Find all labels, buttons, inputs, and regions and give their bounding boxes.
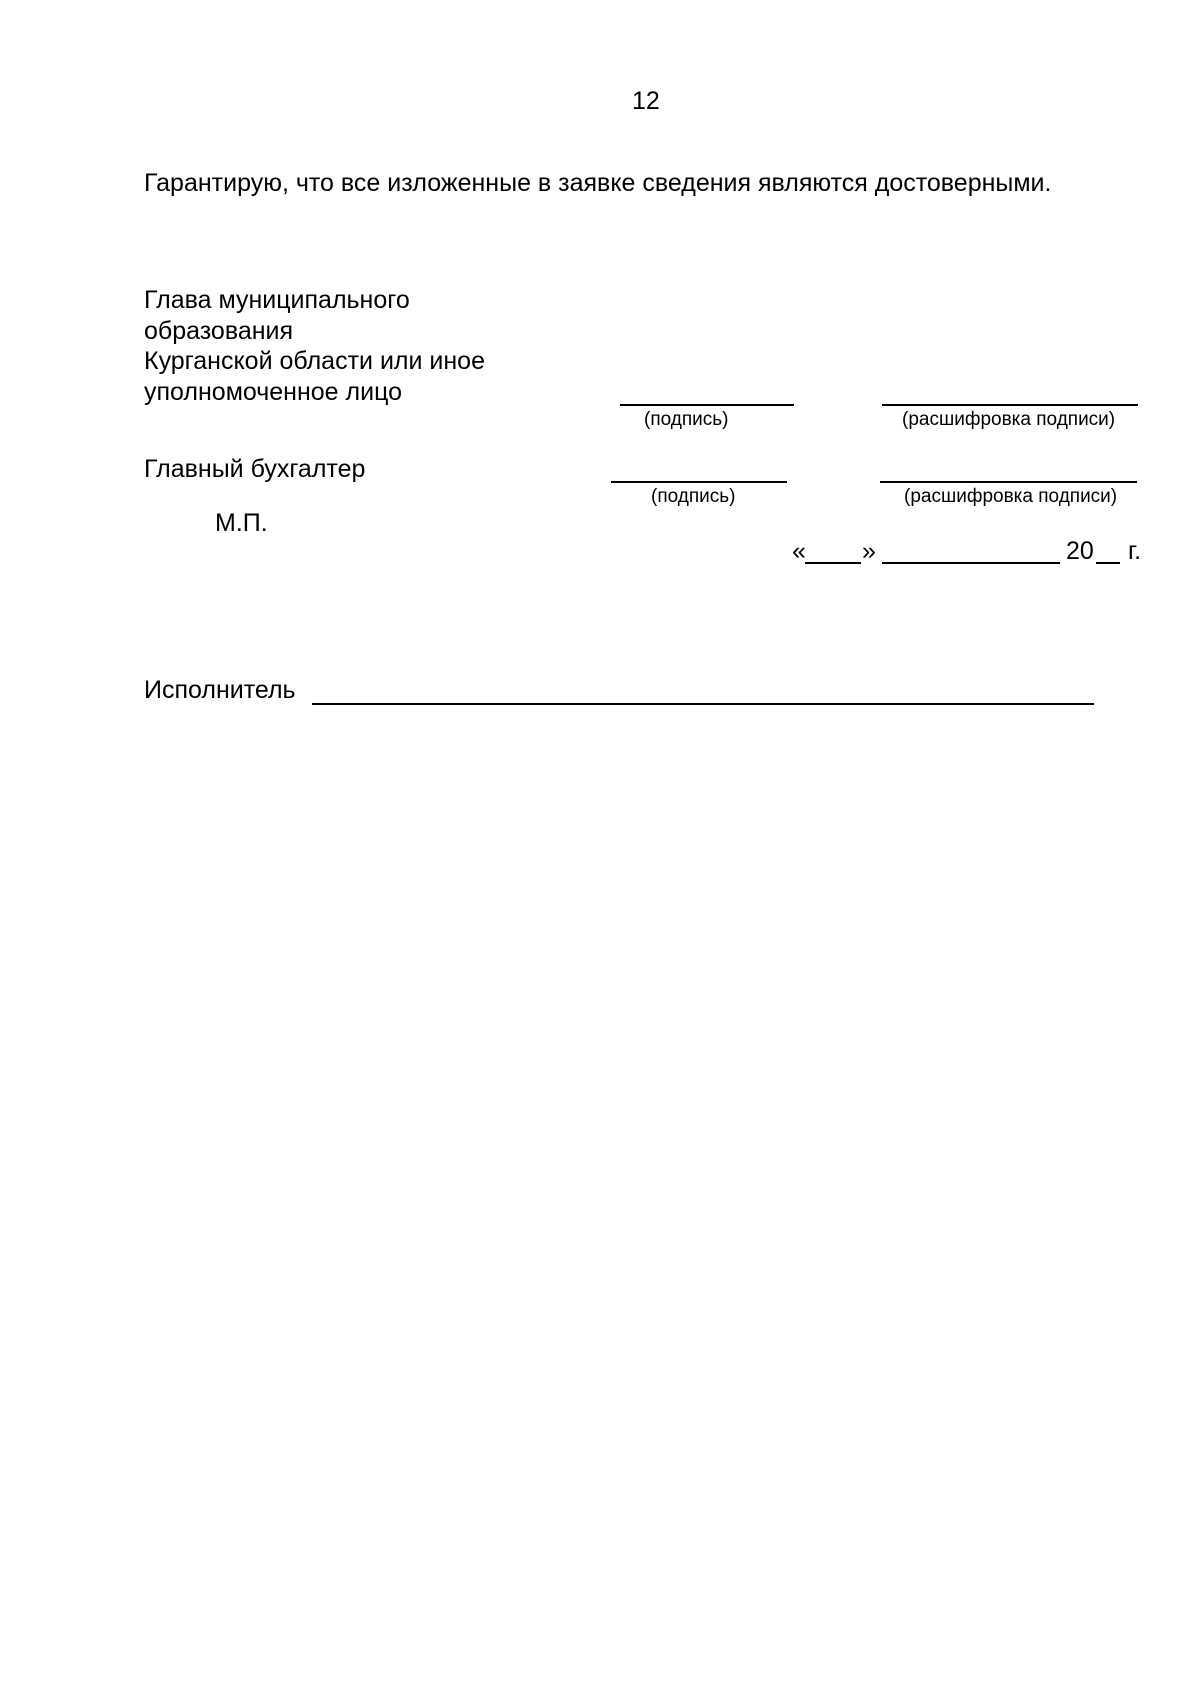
page-number: 12 [632,87,660,115]
head-label-line-3: Курганской области или иное [144,347,485,375]
date-day-field[interactable] [805,562,861,564]
date-month-field[interactable] [882,562,1060,564]
accountant-signature-line[interactable] [611,481,787,483]
head-signature-line[interactable] [620,404,794,406]
guarantee-statement: Гарантирую, что все изложенные в заявке сведения являются достоверными. [144,169,1052,197]
head-of-municipality-label [144,285,485,407]
accountant-signature-caption: (подпись) [651,486,736,507]
head-decoding-line[interactable] [882,404,1138,406]
executor-field[interactable] [312,703,1094,705]
executor-label: Исполнитель [144,676,296,704]
date-close-quote: » [862,537,876,565]
head-label-line-2: образования [144,316,294,345]
chief-accountant-label: Главный бухгалтер [144,455,366,483]
date-year-field[interactable] [1096,562,1120,564]
date-open-quote: « [792,537,806,565]
head-decoding-caption: (расшифровка подписи) [902,409,1116,430]
head-label-line-4: уполномоченное лицо [144,377,403,406]
accountant-decoding-line[interactable] [880,481,1137,483]
date-year-suffix: г. [1128,537,1142,565]
date-year-prefix: 20 [1066,537,1094,565]
head-label-line-1: Глава муниципального [144,286,410,314]
head-signature-caption: (подпись) [644,409,729,430]
seal-label: М.П. [215,509,268,537]
accountant-decoding-caption: (расшифровка подписи) [904,486,1118,507]
